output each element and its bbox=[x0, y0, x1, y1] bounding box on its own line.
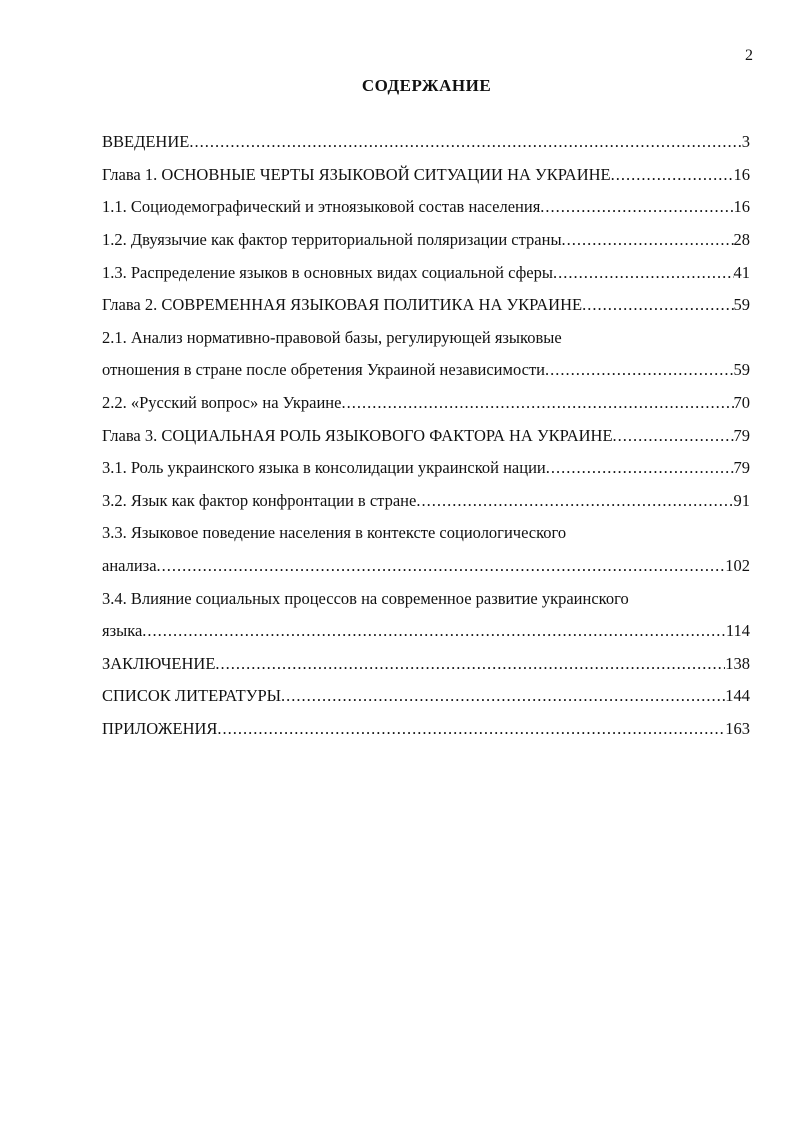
toc-entry-page: 144 bbox=[725, 686, 750, 706]
toc-entry-references bbox=[102, 680, 750, 713]
toc-entry-label: ВВЕДЕНИЕ bbox=[102, 132, 190, 152]
toc-entry-label: 3.3. Языковое поведение населения в контексте социологического bbox=[102, 523, 567, 543]
toc-entry-page: 70 bbox=[733, 393, 750, 413]
page-title: СОДЕРЖАНИЕ bbox=[361, 76, 492, 95]
toc-entry-chapter-3 bbox=[102, 419, 750, 452]
toc-entry-label: анализа bbox=[102, 556, 157, 576]
toc-entry-page: 16 bbox=[733, 164, 750, 184]
dot-leader bbox=[157, 556, 726, 576]
toc-entry-3-1 bbox=[102, 452, 750, 485]
toc-entry-3-2 bbox=[102, 485, 750, 518]
dot-leader bbox=[217, 719, 725, 739]
toc-entry-page: 28 bbox=[733, 230, 750, 250]
toc-entry-page: 163 bbox=[725, 718, 750, 738]
dot-leader bbox=[215, 654, 725, 674]
toc-entry-3-3-line-1 bbox=[102, 517, 750, 550]
dot-leader bbox=[540, 197, 733, 217]
toc-entry-label: 2.2. «Русский вопрос» на Украине bbox=[102, 393, 342, 413]
toc-entry-label: 3.4. Влияние социальных процессов на современное развитие украинского bbox=[102, 588, 629, 608]
dot-leader bbox=[545, 360, 734, 380]
toc-entry-label: Глава 1. ОСНОВНЫЕ ЧЕРТЫ ЯЗЫКОВОЙ СИТУАЦИИ НА УКРАИНЕ bbox=[102, 164, 611, 184]
toc-entry-page: 79 bbox=[733, 425, 750, 445]
table-of-contents bbox=[102, 126, 750, 745]
toc-entry-page: 91 bbox=[733, 490, 750, 510]
toc-entry-page: 59 bbox=[733, 360, 750, 380]
dot-leader bbox=[281, 686, 725, 706]
toc-entry-page: 59 bbox=[733, 295, 750, 315]
toc-entry-3-3-line-2 bbox=[102, 550, 750, 583]
dot-leader bbox=[189, 132, 741, 152]
toc-entry-label: отношения в стране после обретения Украиной независимости bbox=[102, 360, 545, 380]
toc-entry-page: 102 bbox=[725, 556, 750, 576]
toc-entry-page: 114 bbox=[725, 621, 750, 641]
dot-leader bbox=[562, 230, 734, 250]
toc-entry-label: 1.2. Двуязычие как фактор территориальной поляризации страны bbox=[102, 230, 562, 250]
toc-entry-label: ЗАКЛЮЧЕНИЕ bbox=[102, 653, 216, 673]
dot-leader bbox=[546, 458, 734, 478]
dot-leader bbox=[142, 621, 726, 641]
toc-entry-1-2 bbox=[102, 224, 750, 257]
toc-entry-page: 16 bbox=[733, 197, 750, 217]
toc-entry-3-4-line-2 bbox=[102, 615, 750, 648]
toc-entry-conclusion bbox=[102, 648, 750, 681]
page-number: 2 bbox=[745, 47, 753, 64]
dot-leader bbox=[553, 263, 734, 283]
toc-entry-3-4-line-1 bbox=[102, 582, 750, 615]
toc-entry-label: ПРИЛОЖЕНИЯ bbox=[102, 718, 218, 738]
toc-entry-page: 3 bbox=[741, 132, 750, 152]
toc-entry-page: 79 bbox=[733, 458, 750, 478]
toc-entry-page: 138 bbox=[725, 653, 750, 673]
toc-entry-introduction bbox=[102, 126, 750, 159]
toc-entry-label: 1.1. Социодемографический и этноязыковой состав населения bbox=[102, 197, 541, 217]
toc-entry-label: 2.1. Анализ нормативно-правовой базы, регулирующей языковые bbox=[102, 327, 562, 347]
toc-entry-label: Глава 2. СОВРЕМЕННАЯ ЯЗЫКОВАЯ ПОЛИТИКА НА УКРАИНЕ bbox=[102, 295, 583, 315]
toc-entry-label: 3.1. Роль украинского языка в консолидации украинской нации bbox=[102, 458, 546, 478]
toc-entry-label: языка bbox=[102, 621, 143, 641]
toc-entry-label: СПИСОК ЛИТЕРАТУРЫ bbox=[102, 686, 282, 706]
toc-entry-2-2 bbox=[102, 387, 750, 420]
toc-entry-appendices bbox=[102, 713, 750, 746]
toc-entry-1-1 bbox=[102, 191, 750, 224]
toc-entry-page: 41 bbox=[733, 262, 750, 282]
dot-leader bbox=[582, 295, 733, 315]
toc-entry-chapter-2 bbox=[102, 289, 750, 322]
toc-entry-chapter-1 bbox=[102, 159, 750, 192]
toc-entry-1-3 bbox=[102, 256, 750, 289]
dot-leader bbox=[416, 491, 733, 511]
toc-entry-2-1-line-1 bbox=[102, 322, 750, 355]
dot-leader bbox=[611, 165, 734, 185]
toc-entry-label: Глава 3. СОЦИАЛЬНАЯ РОЛЬ ЯЗЫКОВОГО ФАКТОРА НА УКРАИНЕ bbox=[102, 425, 613, 445]
dot-leader bbox=[613, 426, 734, 446]
dot-leader bbox=[341, 393, 733, 413]
toc-entry-label: 1.3. Распределение языков в основных видах социальной сферы bbox=[102, 262, 553, 282]
toc-entry-2-1-line-2 bbox=[102, 354, 750, 387]
toc-entry-label: 3.2. Язык как фактор конфронтации в стране bbox=[102, 490, 417, 510]
